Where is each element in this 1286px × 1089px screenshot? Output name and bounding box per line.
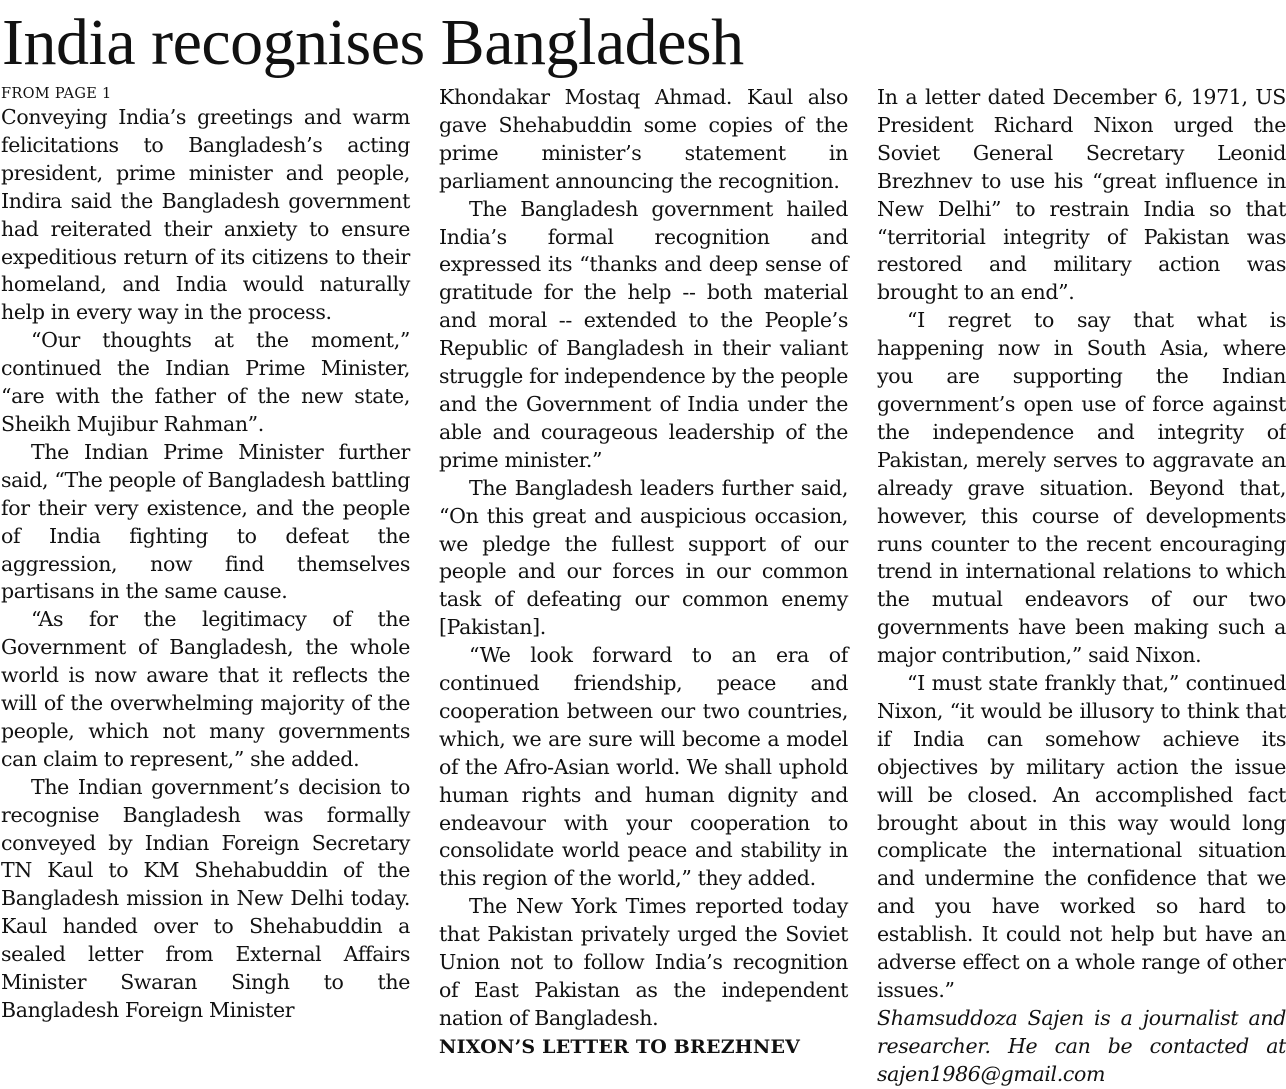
- author-bio: Shamsuddoza Sajen is a journalist and researcher. He can be contacted at sajen1986@gmail.com: [877, 1005, 1286, 1086]
- article-paragraph: “As for the legitimacy of the Government of Bangladesh, the whole world is now aware that it reflects the will of the overwhelming majority of the people, which not many governments can claim to represent,” she added.: [1, 607, 410, 771]
- article-paragraph: The New York Times reported today that Pakistan privately urged the Soviet Union not to follow India’s recognition of East Pakistan as the independent nation of Bangladesh.: [439, 894, 848, 1030]
- article-headline: India recognises Bangladesh: [2, 6, 744, 79]
- article-paragraph: The Bangladesh government hailed India’s formal recognition and expressed its “thanks and deep sense of gratitude for the help -- both material and moral -- extended to the People’s Republic of Bangladesh in their valiant struggle for independence by the people and the Government of India under the able and courageous leadership of the prime minister.”: [439, 196, 848, 472]
- article-column-1: [1, 84, 410, 1025]
- article-paragraph: “I regret to say that what is happening now in South Asia, where you are supporting the Indian government’s open use of force against the independence and integrity of Pakistan, merely serves to aggravate an already grave situation. Beyond that, however, this course of developments runs counter to the recent encouraging trend in international relations to which the mutual endeavors of our two governments have been making such a major contribution,” said Nixon.: [877, 308, 1286, 668]
- article-column-2: [439, 84, 848, 1061]
- article-paragraph: Conveying India’s greetings and warm felicitations to Bangladesh’s acting president, prime minister and people, Indira said the Bangladesh government had reiterated their anxiety to ensure expeditious return of its citizens to their homeland, and India would naturally help in every way in the process.: [1, 105, 410, 325]
- article-paragraph: “We look forward to an era of continued friendship, peace and cooperation between our two countries, which, we are sure will become a model of the Afro-Asian world. We shall uphold human rights and human dignity and endeavour with your cooperation to consolidate world peace and stability in this region of the world,” they added.: [439, 643, 848, 891]
- article-paragraph: Khondakar Mostaq Ahmad. Kaul also gave Shehabuddin some copies of the prime minister’s statement in parliament announcing the recognition.: [439, 85, 848, 193]
- article-paragraph: The Indian Prime Minister further said, “The people of Bangladesh battling for their very existence, and the people of India fighting to defeat the aggression, now find themselves partisans in the same cause.: [1, 439, 410, 604]
- article-paragraph: “Our thoughts at the moment,” continued the Indian Prime Minister, “are with the father of the new state, Sheikh Mujibur Rahman”.: [1, 328, 410, 436]
- section-subheading: NIXON’S LETTER TO BREZHNEV: [439, 1035, 801, 1058]
- article-paragraph: The Bangladesh leaders further said, “On this great and auspicious occasion, we pledge the fullest support of our people and our forces in our common task of defeating our common enemy [Pakistan].: [439, 475, 848, 640]
- article-paragraph: “I must state frankly that,” continued Nixon, “it would be illusory to think that if India can somehow achieve its objectives by military action the issue will be closed. An accomplished fact brought about in this way would long complicate the international situation and undermine the confidence that we and you have worked so hard to establish. It could not help but have an adverse effect on a whole range of other issues.”: [877, 671, 1286, 1002]
- article-column-3: [877, 84, 1286, 1089]
- article-paragraph: In a letter dated December 6, 1971, US President Richard Nixon urged the Soviet General Secretary Leonid Brezhnev to use his “great influence in New Delhi” to restrain India so that “territorial integrity of Pakistan was restored and military action was brought to an end”.: [877, 85, 1286, 305]
- continuation-label: FROM PAGE 1: [1, 86, 112, 102]
- article-paragraph: The Indian government’s decision to recognise Bangladesh was formally conveyed by Indian Foreign Secretary TN Kaul to KM Shehabuddin of the Bangladesh mission in New Delhi today. Kaul handed over to Shehabuddin a sealed letter from External Affairs Minister Swaran Singh to the Bangladesh Foreign Minister: [1, 774, 410, 1022]
